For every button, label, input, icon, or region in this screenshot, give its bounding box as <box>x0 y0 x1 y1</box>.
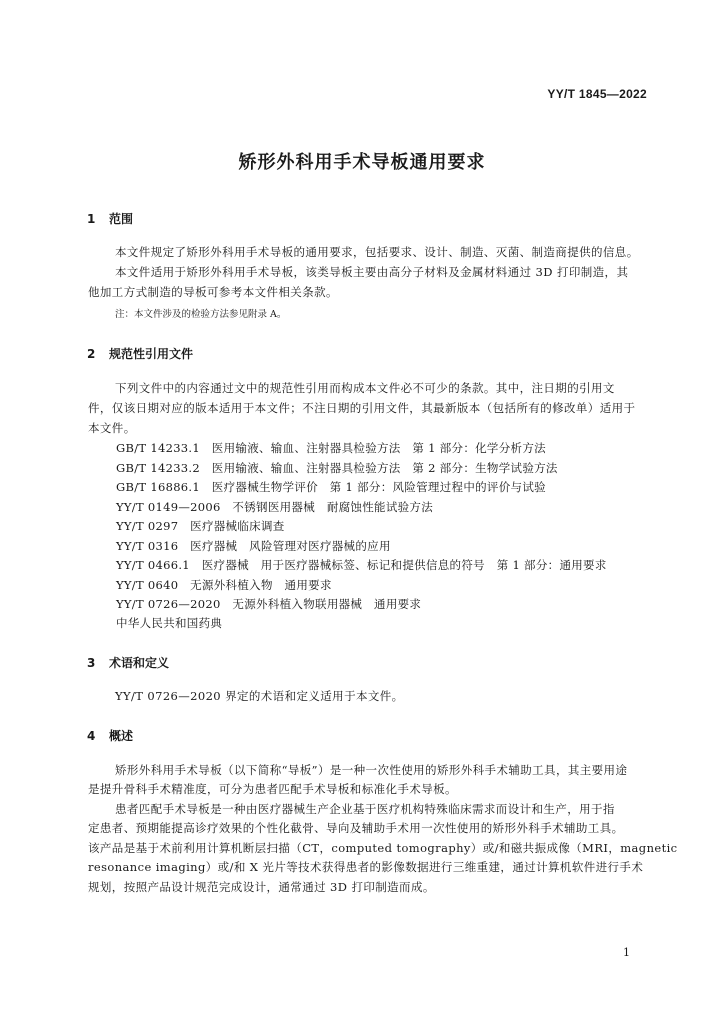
body-line: 矫形外科用手术导板（以下简称“导板”）是一种一次性使用的矫形外科手术辅助工具，其主要用途 <box>115 763 628 777</box>
section-heading <box>87 345 193 362</box>
section-title: 规范性引用文件 <box>109 347 194 361</box>
reference-item: YY/T 0466.1 医疗器械 用于医疗器械标签、标记和提供信息的符号 第 1 部分：通用要求 <box>116 558 607 572</box>
section-heading <box>87 210 133 227</box>
body-line: 下列文件中的内容通过文中的规范性引用而构成本文件必不可少的条款。其中，注日期的引用文 <box>115 381 615 395</box>
standard-code: YY/T 1845—2022 <box>547 87 647 101</box>
reference-item: YY/T 0149—2006 不锈钢医用器械 耐腐蚀性能试验方法 <box>116 500 434 514</box>
reference-item: YY/T 0640 无源外科植入物 通用要求 <box>116 578 332 592</box>
body-line: 定患者、预期能提高诊疗效果的个性化截骨、导向及辅助手术用一次性使用的矫形外科手术辅助工具。 <box>88 821 624 835</box>
body-line: 件，仅该日期对应的版本适用于本文件；不注日期的引用文件，其最新版本（包括所有的修改单）适用于 <box>88 401 636 415</box>
body-line: 本文件规定了矫形外科用手术导板的通用要求，包括要求、设计、制造、灭菌、制造商提供的信息。 <box>115 245 639 259</box>
body-line: 他加工方式制造的导板可参考本文件相关条款。 <box>88 285 338 299</box>
reference-item: YY/T 0316 医疗器械 风险管理对医疗器械的应用 <box>116 539 391 553</box>
body-line: 该产品是基于术前利用计算机断层扫描（CT，computed tomography）或/和磁共振成像（MRI，magnetic <box>88 841 678 855</box>
body-line: 本文件。 <box>88 421 136 435</box>
reference-item: GB/T 14233.2 医用输液、输血、注射器具检验方法 第 2 部分：生物学试验方法 <box>116 461 558 475</box>
section-title: 术语和定义 <box>109 656 170 670</box>
reference-item: YY/T 0297 医疗器械临床调查 <box>116 519 285 533</box>
note: 注：本文件涉及的检验方法参见附录 A。 <box>115 309 287 320</box>
page-number: 1 <box>623 946 630 959</box>
section-title: 概述 <box>109 729 134 743</box>
body-line: resonance imaging）或/和 X 光片等技术获得患者的影像数据进行三维重建，通过计算机软件进行手术 <box>88 860 644 874</box>
reference-item: GB/T 14233.1 医用输液、输血、注射器具检验方法 第 1 部分：化学分析方法 <box>116 441 546 455</box>
reference-item: YY/T 0726—2020 无源外科植入物联用器械 通用要求 <box>116 597 422 611</box>
body-line: YY/T 0726—2020 界定的术语和定义适用于本文件。 <box>115 689 404 703</box>
section-number: 1 <box>87 212 96 226</box>
body-line: 规划，按照产品设计规范完成设计，通常通过 3D 打印制造而成。 <box>88 880 435 894</box>
document-title: 矫形外科用手术导板通用要求 <box>238 152 486 173</box>
section-number: 3 <box>87 656 96 670</box>
section-heading <box>87 727 133 744</box>
section-heading <box>87 654 169 671</box>
body-line: 患者匹配手术导板是一种由医疗器械生产企业基于医疗机构特殊临床需求而设计和生产，用于指 <box>115 802 615 816</box>
reference-item: GB/T 16886.1 医疗器械生物学评价 第 1 部分：风险管理过程中的评价与试验 <box>116 480 546 494</box>
body-line: 是提升骨科手术精准度，可分为患者匹配手术导板和标准化手术导板。 <box>88 782 457 796</box>
body-line: 本文件适用于矫形外科用手术导板，该类导板主要由高分子材料及金属材料通过 3D 打印制造，其 <box>115 265 629 279</box>
section-number: 4 <box>87 729 96 743</box>
reference-item: 中华人民共和国药典 <box>116 616 223 630</box>
section-title: 范围 <box>109 212 134 226</box>
section-number: 2 <box>87 347 96 361</box>
